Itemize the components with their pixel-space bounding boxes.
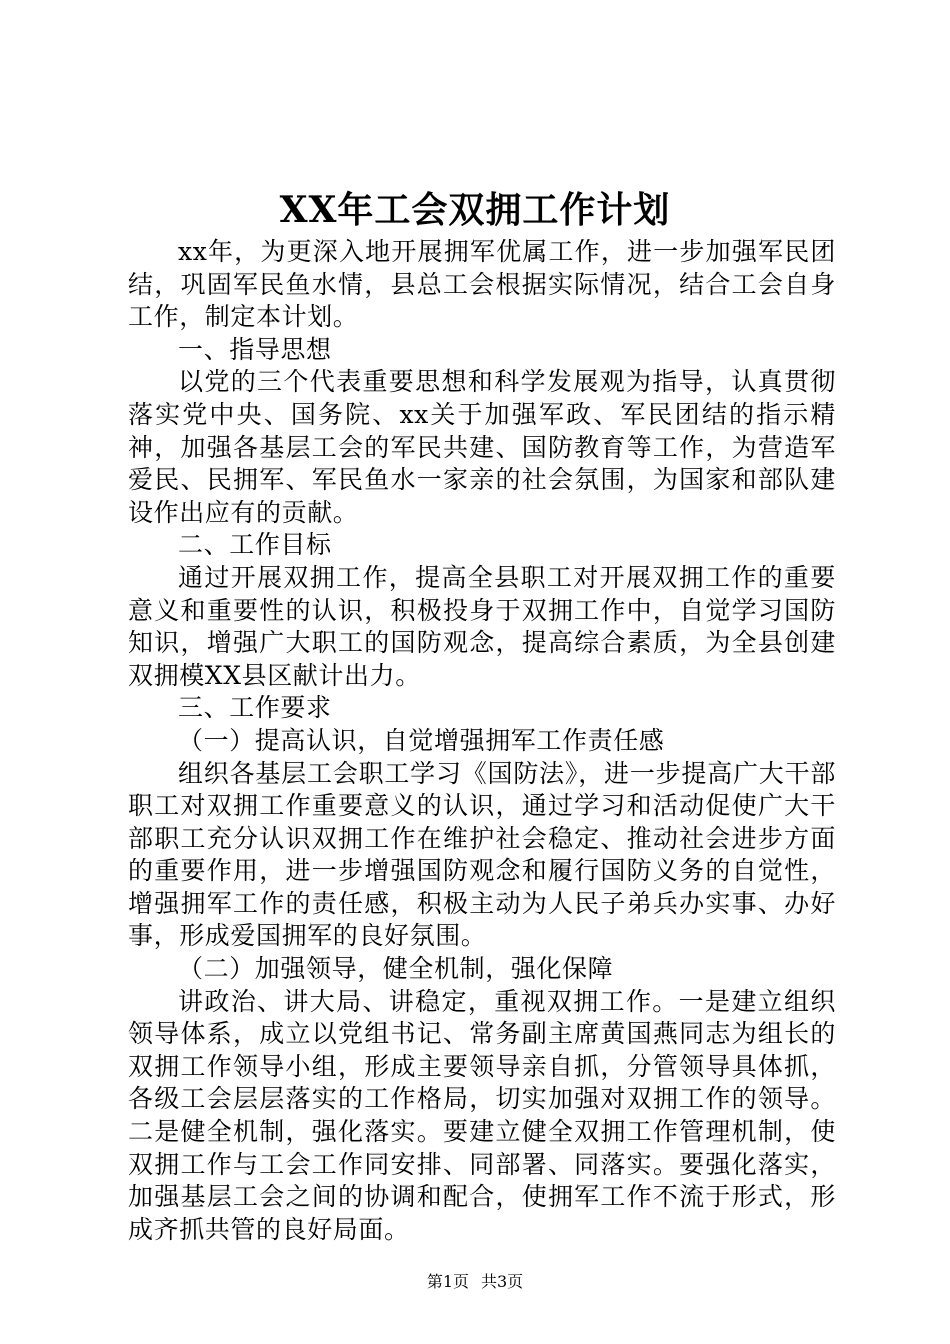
section-heading-work-requirements: 三、工作要求 <box>178 693 332 723</box>
page-number: 第1页 <box>426 1272 469 1291</box>
page-footer <box>0 1272 950 1292</box>
document-title: XX年工会双拥工作计划 <box>279 189 671 231</box>
intro-paragraph: xx年，为更深入地开展拥军优属工作，进一步加强军民团结，巩固军民鱼水情，县总工会根据实际情况，结合工会自身工作，制定本计划。 <box>128 237 836 332</box>
subheading-raise-awareness: （一）提高认识，自觉增强拥军工作责任感 <box>178 725 665 755</box>
page-count: 共3页 <box>481 1272 524 1291</box>
section-heading-work-goals: 二、工作目标 <box>178 530 332 560</box>
section-heading-guiding-ideology: 一、指导思想 <box>178 334 332 364</box>
document-body <box>128 236 836 1246</box>
work-goals-paragraph: 通过开展双拥工作，提高全县职工对开展双拥工作的重要意义和重要性的认识，积极投身于双拥工作中，自觉学习国防知识，增强广大职工的国防观念，提高综合素质，为全县创建双拥模XX县区献计出力。 <box>128 562 836 690</box>
subheading-strengthen-leadership: （二）加强领导，健全机制，强化保障 <box>178 954 614 984</box>
guiding-ideology-paragraph: 以党的三个代表重要思想和科学发展观为指导，认真贯彻落实党中央、国务院、xx关于加强军政、军民团结的指示精神，加强各基层工会的军民共建、国防教育等工作，为营造军爱民、民拥军、军民鱼水一家亲的社会氛围，为国家和部队建设作出应有的贡献。 <box>128 367 836 527</box>
raise-awareness-paragraph: 组织各基层工会职工学习《国防法》，进一步提高广大干部职工对双拥工作重要意义的认识，通过学习和活动促使广大干部职工充分认识双拥工作在维护社会稳定、推动社会进步方面的重要作用，进一步增强国防观念和履行国防义务的自觉性，增强拥军工作的责任感，积极主动为人民子弟兵办实事、办好事，形成爱国拥军的良好氛围。 <box>128 758 836 951</box>
strengthen-leadership-paragraph: 讲政治、讲大局、讲稳定，重视双拥工作。一是建立组织领导体系，成立以党组书记、常务副主席黄国燕同志为组长的双拥工作领导小组，形成主要领导亲自抓，分管领导具体抓，各级工会层层落实的工作格局，切实加强对双拥工作的领导。二是健全机制，强化落实。要建立健全双拥工作管理机制，使双拥工作与工会工作同安排、同部署、同落实。要强化落实，加强基层工会之间的协调和配合，使拥军工作不流于形式，形成齐抓共管的良好局面。 <box>128 986 836 1244</box>
